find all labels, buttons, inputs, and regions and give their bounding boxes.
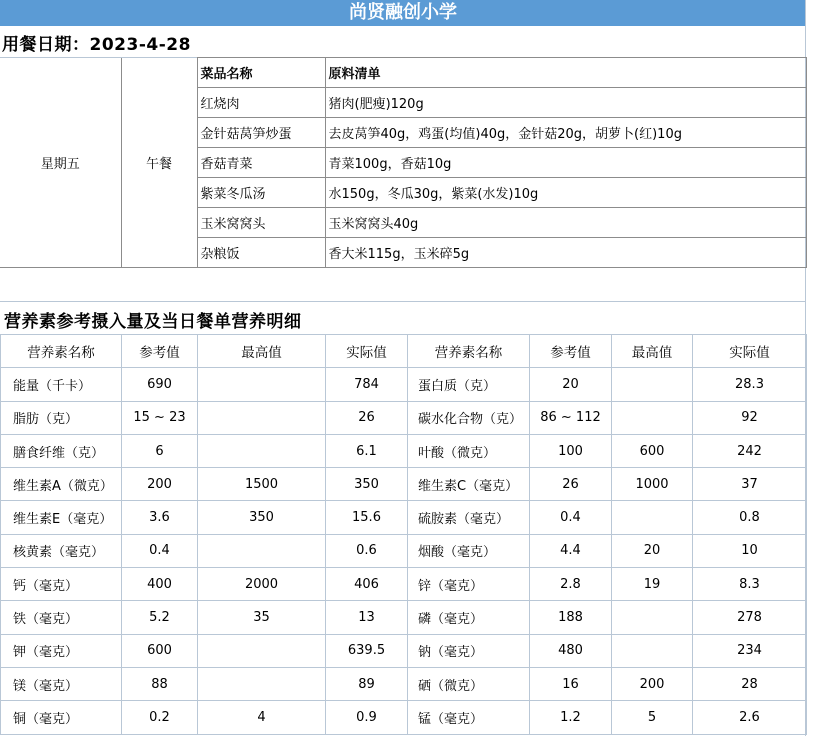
max-value bbox=[198, 534, 326, 567]
actual-value: 6.1 bbox=[326, 434, 408, 467]
actual-value: 13 bbox=[326, 601, 408, 634]
reference-value: 6 bbox=[122, 434, 198, 467]
nutrition-row bbox=[1, 634, 807, 667]
nutrient-name: 钙（毫克） bbox=[1, 568, 122, 601]
nutrient-name: 脂肪（克） bbox=[1, 401, 122, 434]
actual-value: 350 bbox=[326, 468, 408, 501]
actual-value: 0.8 bbox=[693, 501, 807, 534]
nutrition-column-header: 实际值 bbox=[693, 335, 807, 368]
reference-value: 690 bbox=[122, 368, 198, 401]
max-value: 600 bbox=[612, 434, 693, 467]
actual-value: 8.3 bbox=[693, 568, 807, 601]
nutrient-name: 能量（千卡） bbox=[1, 368, 122, 401]
nutrient-name: 维生素C（毫克） bbox=[408, 468, 530, 501]
dish-ingredients: 水150g，冬瓜30g，紫菜(水发)10g bbox=[325, 178, 806, 208]
max-value: 5 bbox=[612, 701, 693, 734]
nutrition-column-header: 实际值 bbox=[326, 335, 408, 368]
max-value bbox=[198, 368, 326, 401]
school-title: 尚贤融创小学 bbox=[0, 0, 806, 26]
reference-value: 100 bbox=[530, 434, 612, 467]
dish-name: 香菇青菜 bbox=[197, 148, 325, 178]
max-value bbox=[198, 401, 326, 434]
max-value: 350 bbox=[198, 501, 326, 534]
reference-value: 26 bbox=[530, 468, 612, 501]
reference-value: 480 bbox=[530, 634, 612, 667]
nutrient-name: 碳水化合物（克） bbox=[408, 401, 530, 434]
actual-value: 28 bbox=[693, 667, 807, 700]
blank-row bbox=[0, 268, 806, 302]
nutrient-name: 叶酸（微克） bbox=[408, 434, 530, 467]
max-value: 19 bbox=[612, 568, 693, 601]
actual-value: 89 bbox=[326, 667, 408, 700]
reference-value: 400 bbox=[122, 568, 198, 601]
nutrition-row bbox=[1, 468, 807, 501]
nutrient-name: 膳食纤维（克） bbox=[1, 434, 122, 467]
dish-name-header: 菜品名称 bbox=[197, 58, 325, 88]
dish-ingredients: 去皮莴笋40g，鸡蛋(均值)40g，金针菇20g，胡萝卜(红)10g bbox=[325, 118, 806, 148]
actual-value: 26 bbox=[326, 401, 408, 434]
menu-table bbox=[0, 57, 807, 268]
max-value: 35 bbox=[198, 601, 326, 634]
reference-value: 0.4 bbox=[122, 534, 198, 567]
actual-value: 15.6 bbox=[326, 501, 408, 534]
nutrition-row bbox=[1, 401, 807, 434]
actual-value: 37 bbox=[693, 468, 807, 501]
nutrition-row bbox=[1, 434, 807, 467]
max-value: 20 bbox=[612, 534, 693, 567]
nutrient-name: 蛋白质（克） bbox=[408, 368, 530, 401]
max-value: 1000 bbox=[612, 468, 693, 501]
nutrient-name: 烟酸（毫克） bbox=[408, 534, 530, 567]
max-value bbox=[198, 667, 326, 700]
dish-ingredients: 香大米115g，玉米碎5g bbox=[325, 238, 806, 268]
reference-value: 1.2 bbox=[530, 701, 612, 734]
reference-value: 15 ~ 23 bbox=[122, 401, 198, 434]
actual-value: 242 bbox=[693, 434, 807, 467]
reference-value: 88 bbox=[122, 667, 198, 700]
nutrition-row bbox=[1, 368, 807, 401]
actual-value: 10 bbox=[693, 534, 807, 567]
actual-value: 28.3 bbox=[693, 368, 807, 401]
max-value: 1500 bbox=[198, 468, 326, 501]
reference-value: 0.4 bbox=[530, 501, 612, 534]
max-value bbox=[612, 368, 693, 401]
max-value bbox=[612, 401, 693, 434]
max-value bbox=[612, 501, 693, 534]
dish-ingredients: 玉米窝窝头40g bbox=[325, 208, 806, 238]
nutrient-name: 锌（毫克） bbox=[408, 568, 530, 601]
max-value: 4 bbox=[198, 701, 326, 734]
nutrient-name: 维生素E（毫克） bbox=[1, 501, 122, 534]
nutrient-name: 铁（毫克） bbox=[1, 601, 122, 634]
actual-value: 2.6 bbox=[693, 701, 807, 734]
nutrition-column-header: 最高值 bbox=[198, 335, 326, 368]
actual-value: 639.5 bbox=[326, 634, 408, 667]
reference-value: 2.8 bbox=[530, 568, 612, 601]
reference-value: 5.2 bbox=[122, 601, 198, 634]
actual-value: 234 bbox=[693, 634, 807, 667]
meal-date: 用餐日期：2023-4-28 bbox=[2, 35, 191, 55]
actual-value: 278 bbox=[693, 601, 807, 634]
nutrition-column-header: 营养素名称 bbox=[408, 335, 530, 368]
max-value: 2000 bbox=[198, 568, 326, 601]
reference-value: 16 bbox=[530, 667, 612, 700]
dish-name: 金针菇莴笋炒蛋 bbox=[197, 118, 325, 148]
nutrient-name: 硫胺素（毫克） bbox=[408, 501, 530, 534]
nutrient-name: 镁（毫克） bbox=[1, 667, 122, 700]
nutrition-row bbox=[1, 601, 807, 634]
reference-value: 3.6 bbox=[122, 501, 198, 534]
actual-value: 0.6 bbox=[326, 534, 408, 567]
nutrition-row bbox=[1, 534, 807, 567]
actual-value: 92 bbox=[693, 401, 807, 434]
reference-value: 4.4 bbox=[530, 534, 612, 567]
ingredients-header: 原料清单 bbox=[325, 58, 806, 88]
menu-row bbox=[0, 58, 806, 88]
nutrient-name: 锰（毫克） bbox=[408, 701, 530, 734]
nutrient-name: 铜（毫克） bbox=[1, 701, 122, 734]
reference-value: 600 bbox=[122, 634, 198, 667]
nutrition-header-row bbox=[1, 335, 807, 368]
dish-ingredients: 猪肉(肥瘦)120g bbox=[325, 88, 806, 118]
nutrition-row bbox=[1, 667, 807, 700]
reference-value: 188 bbox=[530, 601, 612, 634]
nutrition-column-header: 最高值 bbox=[612, 335, 693, 368]
actual-value: 0.9 bbox=[326, 701, 408, 734]
max-value bbox=[198, 434, 326, 467]
actual-value: 784 bbox=[326, 368, 408, 401]
nutrient-name: 钠（毫克） bbox=[408, 634, 530, 667]
nutrition-column-header: 参考值 bbox=[530, 335, 612, 368]
reference-value: 86 ~ 112 bbox=[530, 401, 612, 434]
nutrient-name: 磷（毫克） bbox=[408, 601, 530, 634]
menu-day: 星期五 bbox=[0, 58, 121, 268]
max-value bbox=[612, 601, 693, 634]
max-value bbox=[198, 634, 326, 667]
nutrition-title: 营养素参考摄入量及当日餐单营养明细 bbox=[4, 312, 302, 332]
max-value: 200 bbox=[612, 667, 693, 700]
nutrition-column-header: 参考值 bbox=[122, 335, 198, 368]
nutrient-name: 核黄素（毫克） bbox=[1, 534, 122, 567]
nutrition-row bbox=[1, 701, 807, 734]
nutrient-name: 硒（微克） bbox=[408, 667, 530, 700]
nutrient-name: 钾（毫克） bbox=[1, 634, 122, 667]
nutrient-name: 维生素A（微克） bbox=[1, 468, 122, 501]
reference-value: 200 bbox=[122, 468, 198, 501]
dish-name: 紫菜冬瓜汤 bbox=[197, 178, 325, 208]
actual-value: 406 bbox=[326, 568, 408, 601]
menu-meal: 午餐 bbox=[121, 58, 197, 268]
nutrition-column-header: 营养素名称 bbox=[1, 335, 122, 368]
dish-ingredients: 青菜100g，香菇10g bbox=[325, 148, 806, 178]
max-value bbox=[612, 634, 693, 667]
dish-name: 玉米窝窝头 bbox=[197, 208, 325, 238]
date-row bbox=[0, 26, 806, 58]
dish-name: 红烧肉 bbox=[197, 88, 325, 118]
reference-value: 20 bbox=[530, 368, 612, 401]
reference-value: 0.2 bbox=[122, 701, 198, 734]
nutrition-row bbox=[1, 568, 807, 601]
nutrition-table bbox=[0, 334, 807, 735]
nutrition-row bbox=[1, 501, 807, 534]
dish-name: 杂粮饭 bbox=[197, 238, 325, 268]
